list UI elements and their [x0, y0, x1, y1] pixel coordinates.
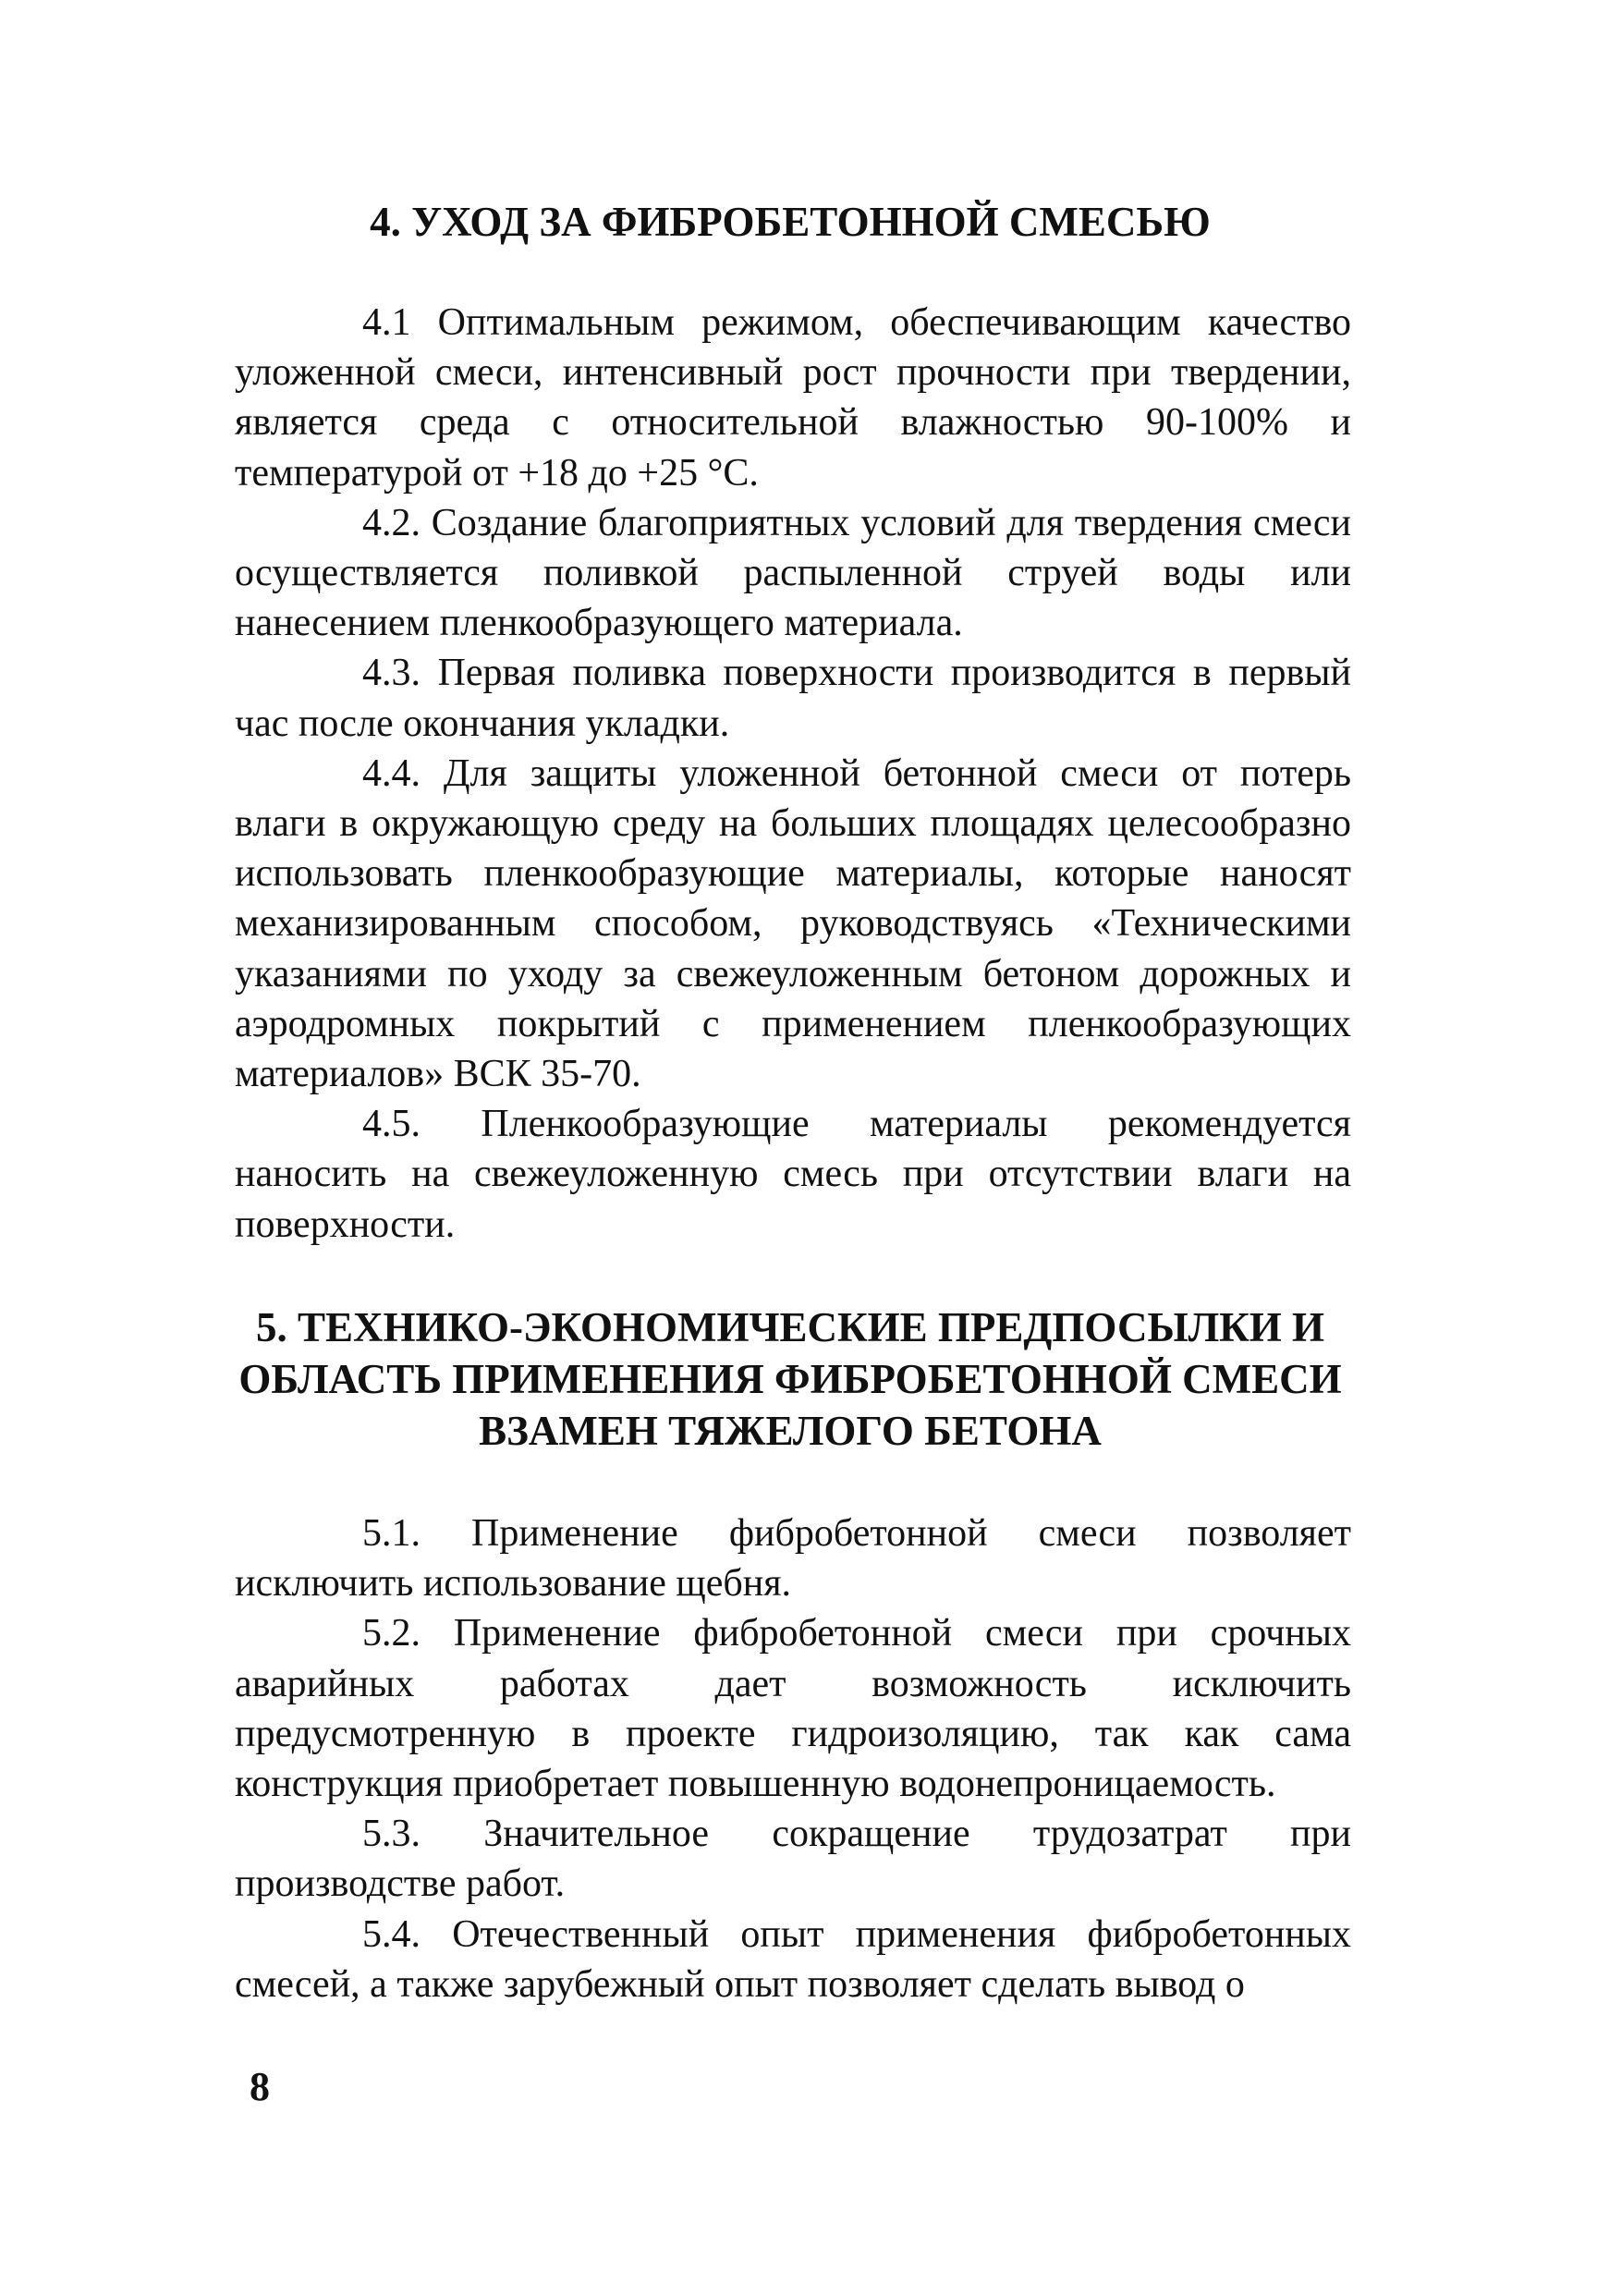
paragraph-5-2: 5.2. Применение фибробетонной смеси при срочных аварийных работах дает возможность исключить предусмотренную в проекте гидроизоляцию, так как сама конструкция приобретает повышенную водонепроницаемость. [235, 1612, 1351, 1806]
page-number: 8 [250, 2064, 270, 2109]
paragraph-4-5: 4.5. Пленкообразующие материалы рекомендуется наносить на свежеуложенную смесь при отсутствии влаги на поверхности. [235, 1103, 1351, 1246]
paragraph-4-1: 4.1 Оптимальным режимом, обеспечивающим качество уложенной смеси, интенсивный рост прочности при твердении, является среда с относительной влажностью 90-100% и температурой от +18 до +25 °С. [235, 301, 1351, 495]
paragraph-5-3: 5.3. Значительное сокращение трудозатрат при производстве работ. [235, 1813, 1351, 1906]
paragraph-5-1: 5.1. Применение фибробетонной смеси позволяет исключить использование щебня. [235, 1512, 1351, 1606]
section-5-body [235, 1508, 1351, 2009]
paragraph-5-4: 5.4. Отечественный опыт применения фибробетонных смесей, а также зарубежный опыт позволяет сделать вывод о [235, 1912, 1351, 2006]
section-5-heading: 5. ТЕХНИКО-ЭКОНОМИЧЕСКИЕ ПРЕДПОСЫЛКИ И ОБЛАСТЬ ПРИМЕНЕНИЯ ФИБРОБЕТОННОЙ СМЕСИ ВЗАМЕН ТЯЖЕЛОГО БЕТОНА [238, 1304, 1342, 1454]
paragraph-4-3: 4.3. Первая поливка поверхности производится в первый час после окончания укладки. [235, 652, 1351, 745]
section-4-heading: 4. УХОД ЗА ФИБРОБЕТОННОЙ СМЕСЬЮ [370, 199, 1211, 245]
section-4-body [235, 298, 1351, 1250]
paragraph-4-2: 4.2. Создание благоприятных условий для твердения смеси осуществляется поливкой распыленной струей воды или нанесением пленкообразующего материала. [235, 501, 1351, 645]
paragraph-4-4: 4.4. Для защиты уложенной бетонной смеси от потерь влаги в окружающую среду на больших площадях целесообразно использовать пленкообразующие материалы, которые наносят механизированным способом, руководствуясь «Техническими указаниями по уходу за свежеуложенным бетоном дорожных и аэродромных покрытий с применением пленкообразующих материалов» ВСК 35-70. [235, 751, 1351, 1096]
